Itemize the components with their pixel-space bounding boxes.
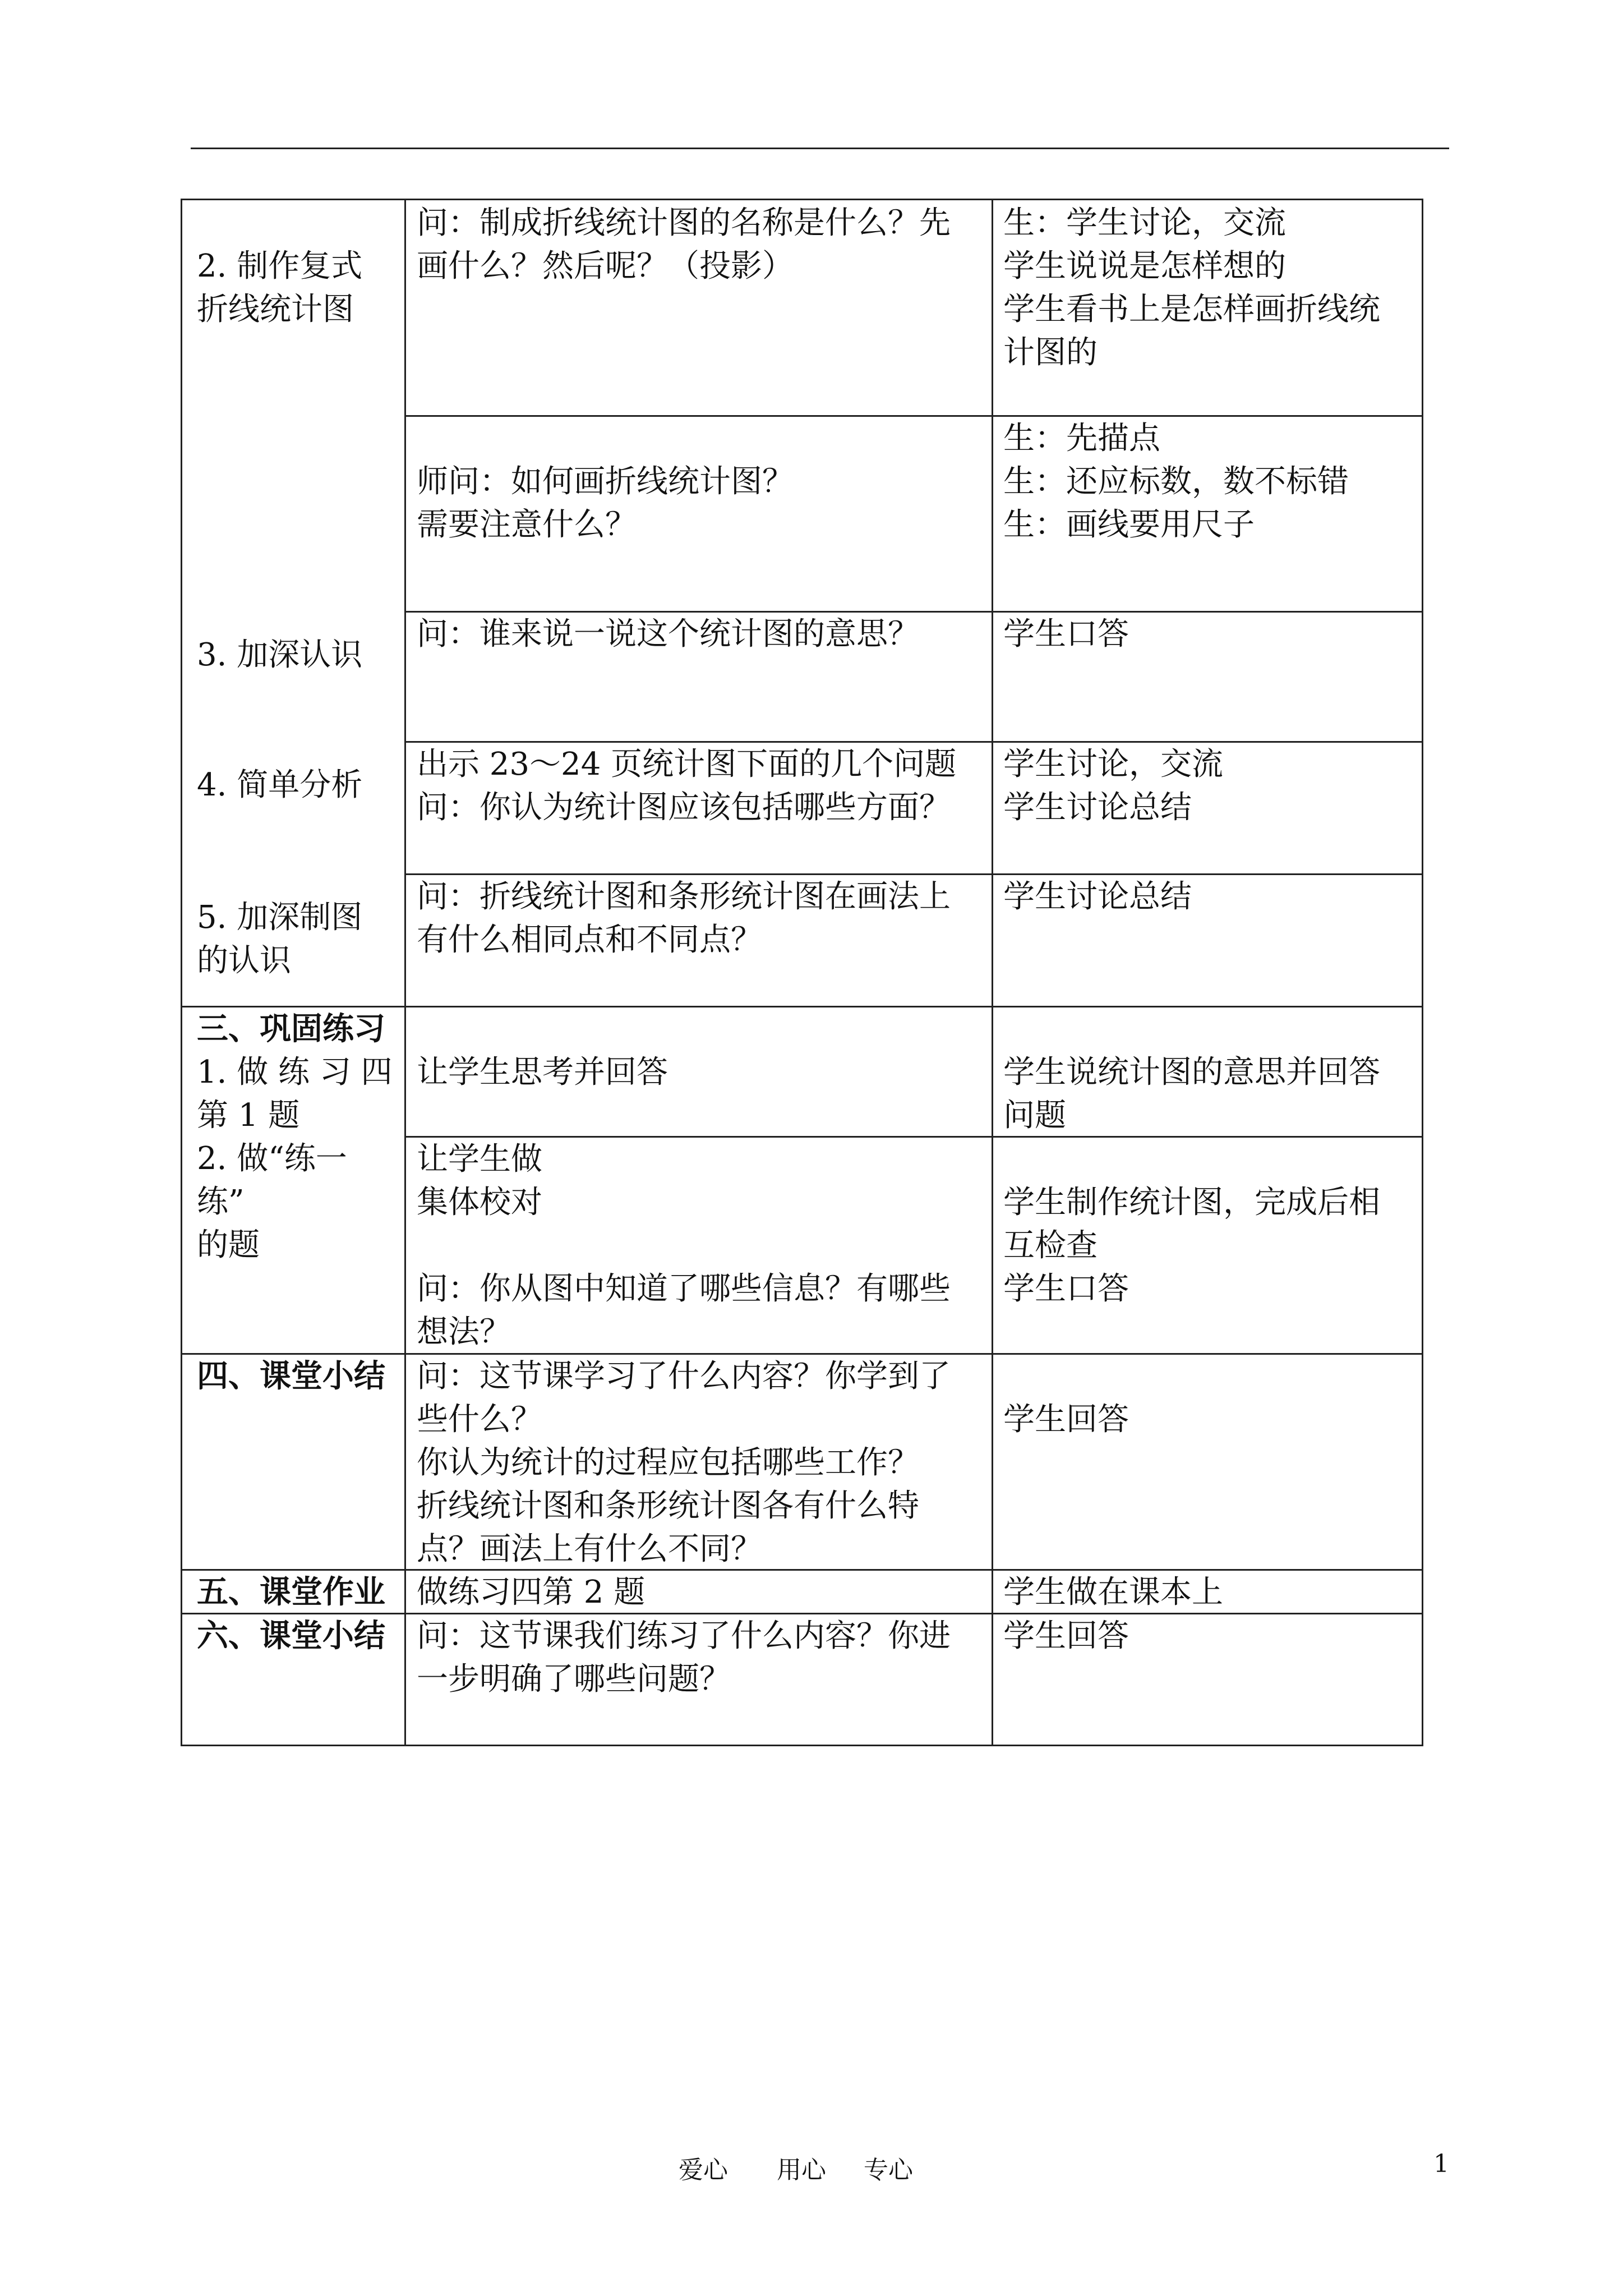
footer-motto: 专心 <box>864 2156 913 2184</box>
teacher-activity-cell: 做练习四第 2 题 <box>417 1574 645 1611</box>
student-activity-cell: 学生制作统计图，完成后相 互检查 学生口答 <box>1003 1184 1380 1307</box>
section-heading: 四、课堂小结 <box>197 1358 385 1395</box>
teacher-activity-cell: 问：这节课学习了什么内容？你学到了 些什么？ 你认为统计的过程应包括哪些工作？ 折线统计图和条形统计图各有什么特 点？画法上有什么不同？ <box>417 1358 951 1567</box>
footer-motto: 用心 <box>777 2156 826 2184</box>
column-divider <box>404 200 406 1745</box>
lesson-plan-table <box>181 199 1423 1746</box>
student-activity-cell: 学生回答 <box>1003 1618 1129 1654</box>
student-activity-cell: 生：学生讨论，交流 学生说说是怎样想的 学生看书上是怎样画折线统 计图的 <box>1003 205 1380 371</box>
student-activity-cell: 学生回答 <box>1003 1401 1129 1438</box>
student-activity-cell: 学生讨论，交流 学生讨论总结 <box>1003 746 1223 826</box>
teacher-activity-cell: 让学生思考并回答 <box>417 1054 668 1091</box>
teacher-activity-cell: 问：折线统计图和条形统计图在画法上 有什么相同点和不同点？ <box>417 878 951 958</box>
page-number: 1 <box>1433 2150 1449 2178</box>
section-heading: 五、课堂作业 <box>197 1574 385 1611</box>
teacher-activity-cell: 出示 23～24 页统计图下面的几个问题 问：你认为统计图应该包括哪些方面？ <box>417 746 957 826</box>
header-rule <box>191 148 1449 149</box>
student-activity-cell: 学生做在课本上 <box>1003 1574 1223 1611</box>
student-activity-cell: 生：先描点 生：还应标数，数不标错 生：画线要用尺子 <box>1003 420 1349 543</box>
section-heading: 三、巩固练习 <box>197 1011 385 1047</box>
student-activity-cell: 学生口答 <box>1003 616 1129 652</box>
teacher-activity-cell: 师问：如何画折线统计图？ 需要注意什么？ <box>417 463 794 543</box>
footer-motto: 爱心 <box>679 2156 728 2184</box>
stage-cell: 1. 做 练 习 四 第 1 题 2. 做“练一练” 的题 <box>197 1054 393 1263</box>
teacher-activity-cell: 让学生做 集体校对 问：你从图中知道了哪些信息？有哪些 想法？ <box>417 1141 951 1350</box>
teacher-activity-cell: 问：这节课我们练习了什么内容？你进 一步明确了哪些问题？ <box>417 1618 951 1697</box>
teacher-activity-cell: 问：谁来说一说这个统计图的意思？ <box>417 616 919 652</box>
stage-cell: 4. 简单分析 <box>197 767 363 803</box>
stage-cell: 5. 加深制图 的认识 <box>197 899 363 979</box>
teacher-activity-cell: 问：制成折线统计图的名称是什么？先 画什么？然后呢？（投影） <box>417 205 951 284</box>
section-heading: 六、课堂小结 <box>197 1618 385 1654</box>
student-activity-cell: 学生讨论总结 <box>1003 878 1192 915</box>
stage-cell: 3. 加深认识 <box>197 637 363 673</box>
student-activity-cell: 学生说统计图的意思并回答 问题 <box>1003 1054 1380 1134</box>
stage-cell: 2. 制作复式 折线统计图 <box>197 248 363 328</box>
column-divider <box>992 200 993 1745</box>
